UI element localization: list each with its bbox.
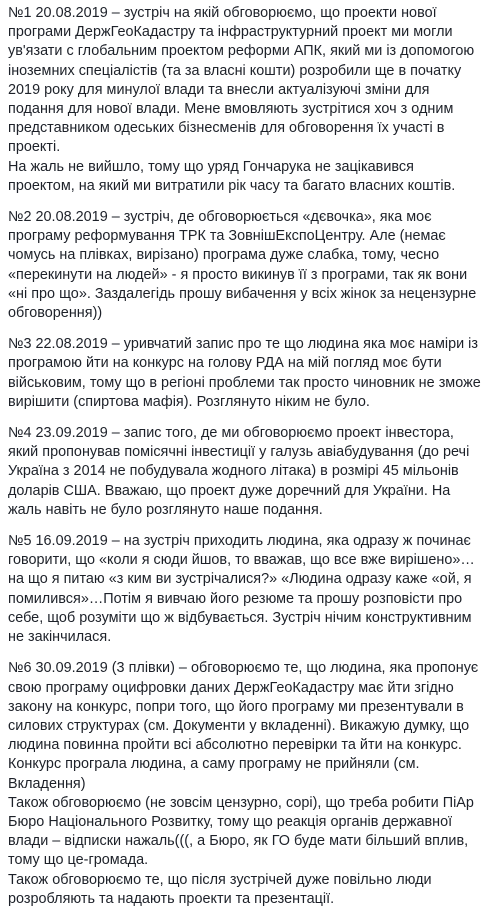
paragraph-5-line-1: №5 16.09.2019 – на зустріч приходить людина, яка одразу ж починає говорити, що «коли я сюди йшов, то вважав, що все вже вирішено»… на що я питаю «з ким ви зустрічалися?» «Людина одразу каже «ой, я помилився»…Потім я вивчаю його резюме та прошу розповісти про себе, щоб розуміти що ж відбувається. Зустріч нічим конструктивним не закінчилася. xyxy=(8,533,475,646)
paragraph-6-line-3: Також обговорюємо те, що після зустрічей дуже повільно люди розробляють та надають проекти та презентації. xyxy=(8,871,432,907)
paragraph-6 xyxy=(8,659,483,909)
paragraph-3 xyxy=(8,335,483,412)
paragraph-3-line-1: №3 22.08.2019 – уривчатий запис про те що людина яка моє наміри із програмою йти на конкурс на голову РДА на мій погляд моє бути військовим, тому що в регіоні проблеми так просто чиновник не зможе вирішити (спиртова мафія). Розглянуто ніким не було. xyxy=(8,336,481,410)
paragraph-2-line-1: №2 20.08.2019 – зустріч, де обговорюється «дєвочка», яка моє програму реформування ТРК та ЗовнішЕкспоЦентру. Але (немає чомусь на плівках, вирізано) програма дуже слабка, тому, чесно «перекинути на людей» - я просто викинув її з програми, так як вони «ні про що». Заздалегідь прошу вибачення у всіх жінок за нецензурне обговорення)) xyxy=(8,209,477,322)
paragraph-5 xyxy=(8,532,483,647)
paragraph-4 xyxy=(8,424,483,520)
paragraph-1-line-2: На жаль не вийшло, тому що уряд Гончарука не зацікавився проектом, на який ми витратили рік часу та багато власних коштів. xyxy=(8,158,456,194)
paragraph-6-line-1: №6 30.09.2019 (3 плівки) – обговорюємо те, що людина, яка пропонує свою програму оцифровки даних ДержГеоКадастру має йти згідно закону на конкурс, попри того, що його програму ми презентували в силових структурах (см. Документи у вкладенні). Викажую думку, що людина повинна пройти всі абсолютно перевірки та йти на конкурс. Конкурс програла людина, а саму програму не прийняли (см. Вкладення) xyxy=(8,660,479,792)
paragraph-2 xyxy=(8,208,483,323)
paragraph-4-line-1: №4 23.09.2019 – запис того, де ми обговорюємо проект інвестора, який пропонував помісячні інвестиції у галузь авіабудування (до речі Україна з 2014 не побудувала жодного літака) в розмірі 45 мільонів доларів США. Вважаю, що проект дуже доречний для України. На жаль навіть не було розглянуто наше подання. xyxy=(8,425,470,518)
paragraph-1-line-1: №1 20.08.2019 – зустріч на якій обговорюємо, що проекти нової програми ДержГеоКадастру та інфраструктурний проект ми могли ув'язати с глобальним проектом реформи АПК, який ми із допомогою іноземних спеціалістів (та за власні кошти) розробили ще в початку 2019 року для минулої влади та внесли актуалізуючі зміни для подання для нової влади. Мене вмовляють зустрітися хоч з одним представником одеських бізнесменів для обговорення їх участі в проекті. xyxy=(8,5,475,156)
paragraph-1 xyxy=(8,4,483,196)
paragraph-6-line-2: Також обговорюємо (не зовсім цензурно, сорі), що треба робити ПіАр Бюро Національного Розвитку, тому що реакція органів державної влади – відписки нажаль(((, а Бюро, як ГО буде мати більший вплив, тому що це-громада. xyxy=(8,794,474,869)
